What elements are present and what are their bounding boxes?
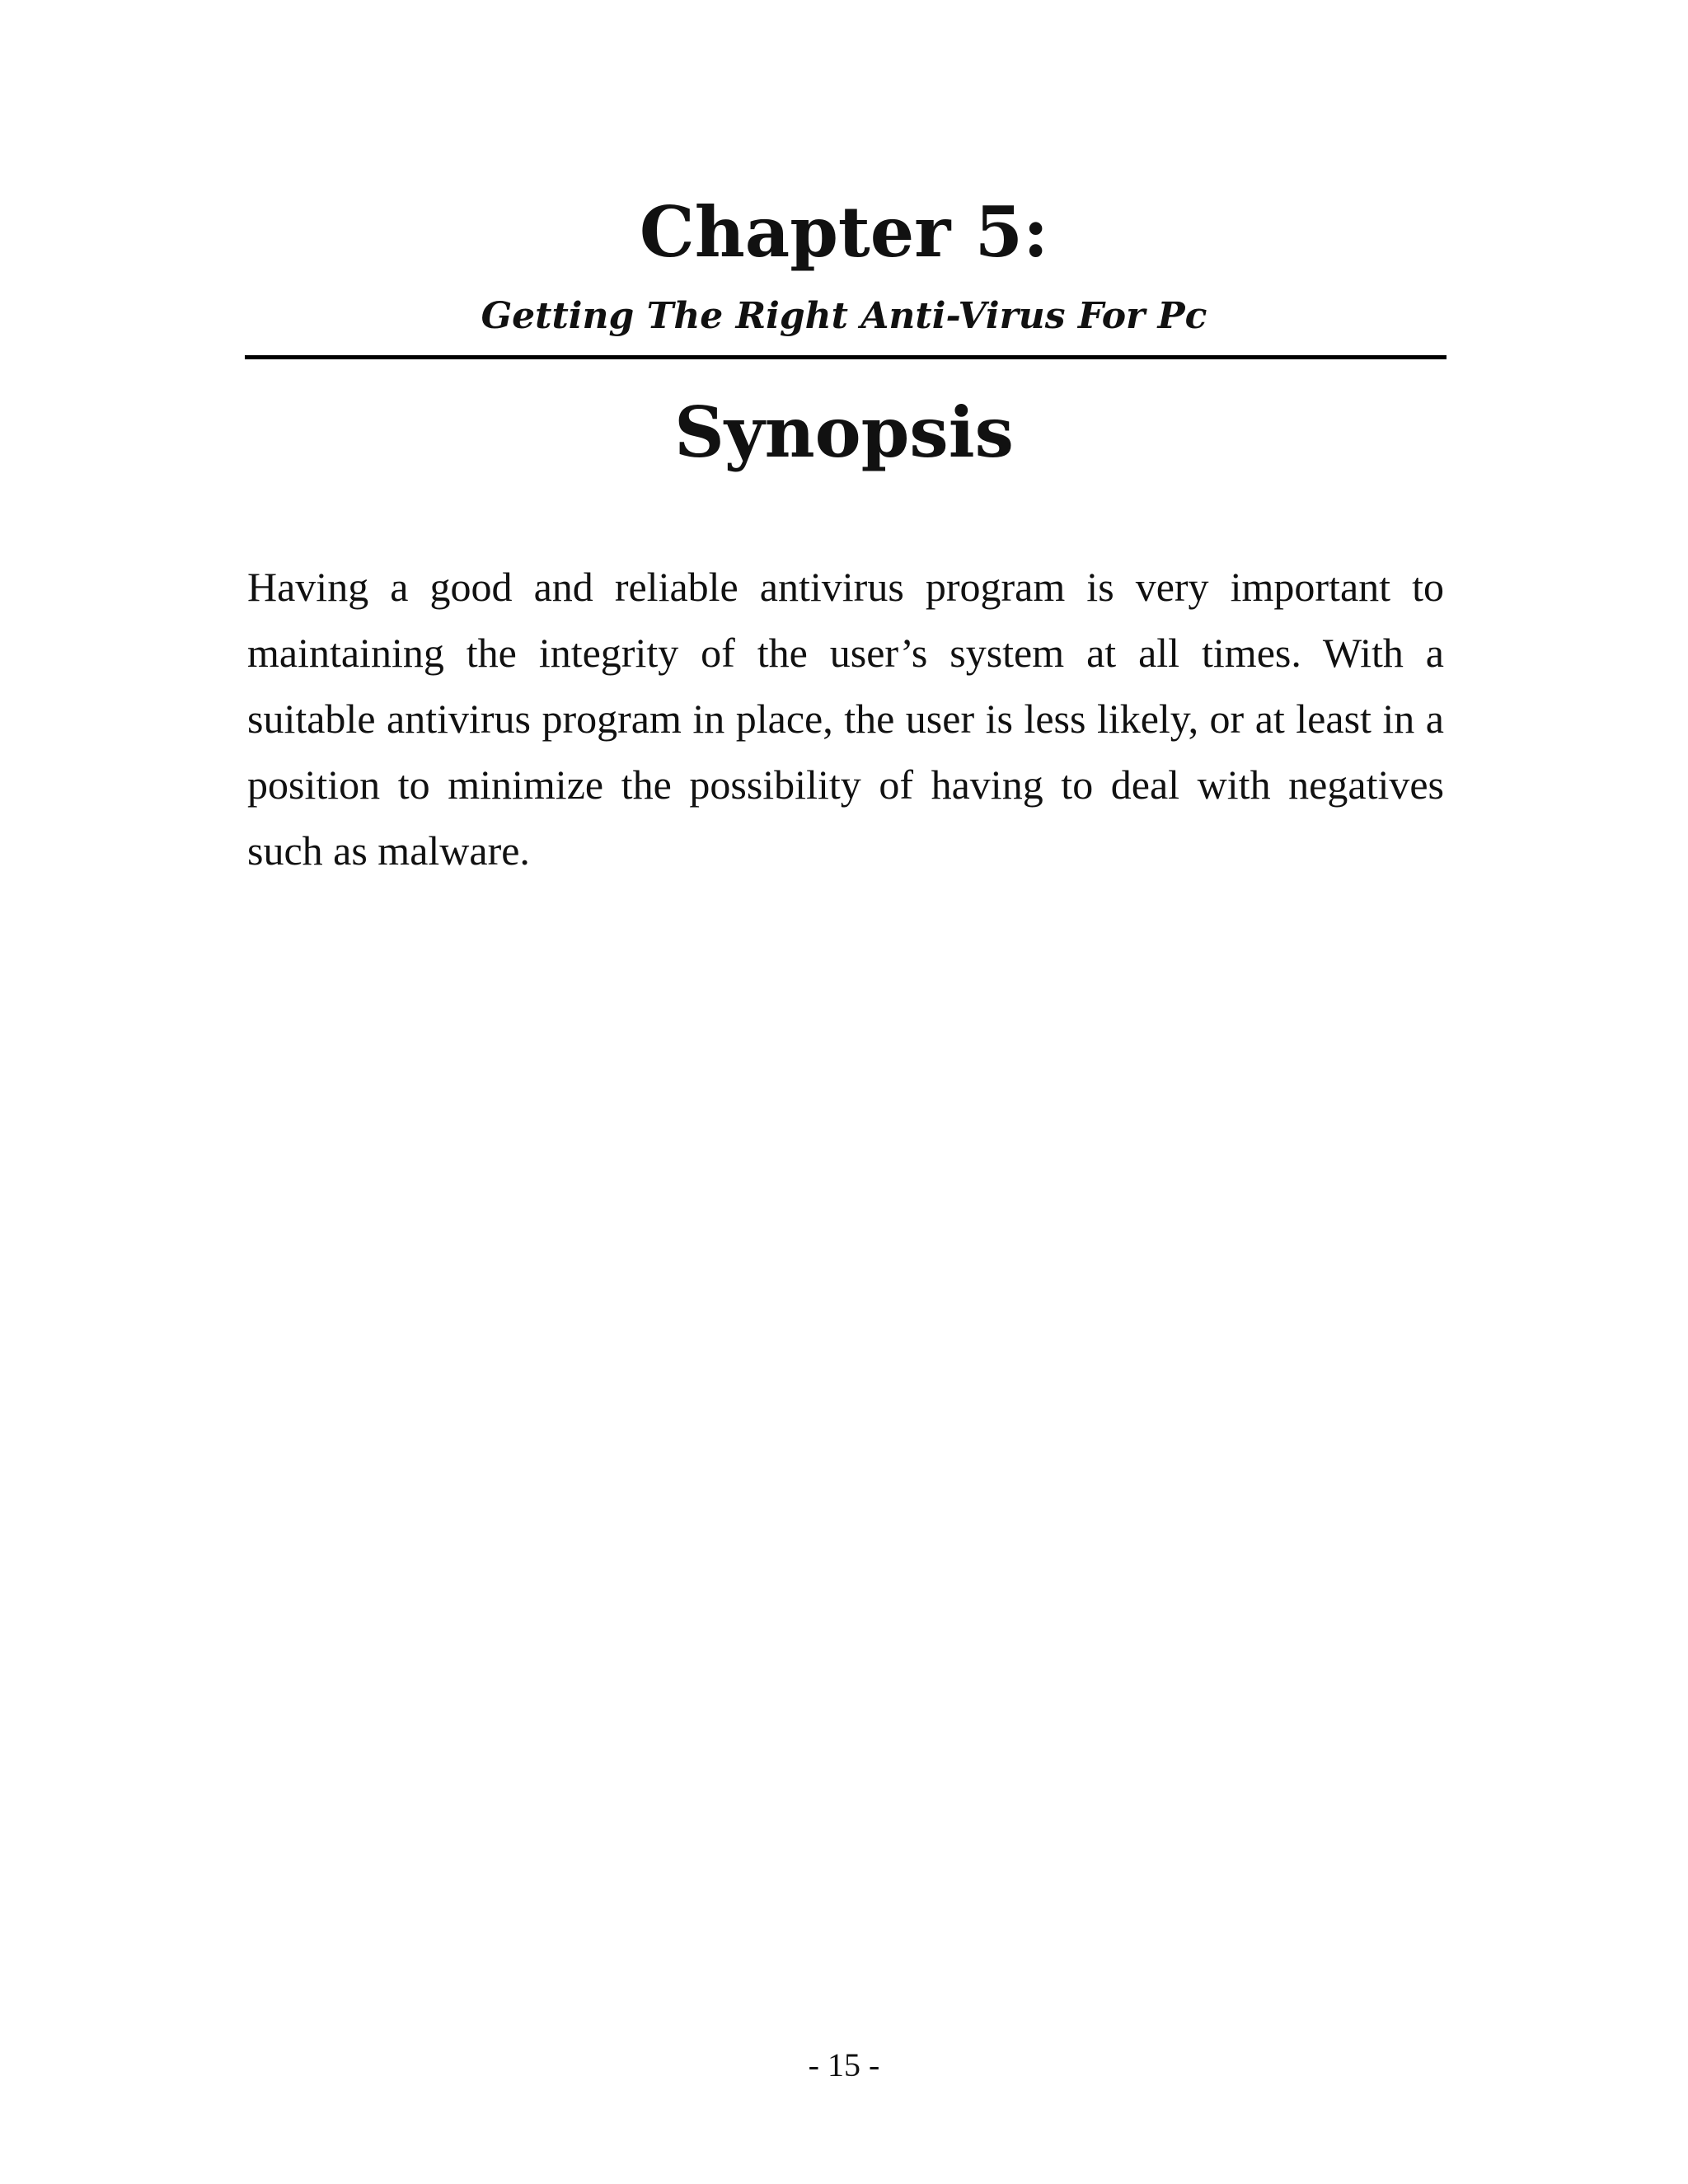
chapter-subtitle: Getting The Right Anti-Virus For Pc — [481, 295, 1207, 337]
horizontal-rule — [245, 355, 1447, 359]
chapter-title: Chapter 5: — [639, 191, 1049, 273]
page-number: - 15 - — [808, 2046, 880, 2083]
body-paragraph: Having a good and reliable antivirus program is very important to maintaining the integrity of the user’s system at all times. With a suitable antivirus program in place, the user is less likely, or at least in a position to minimize the possibility of having to deal with negatives such as malware. — [247, 564, 1444, 874]
section-title: Synopsis — [674, 391, 1014, 473]
